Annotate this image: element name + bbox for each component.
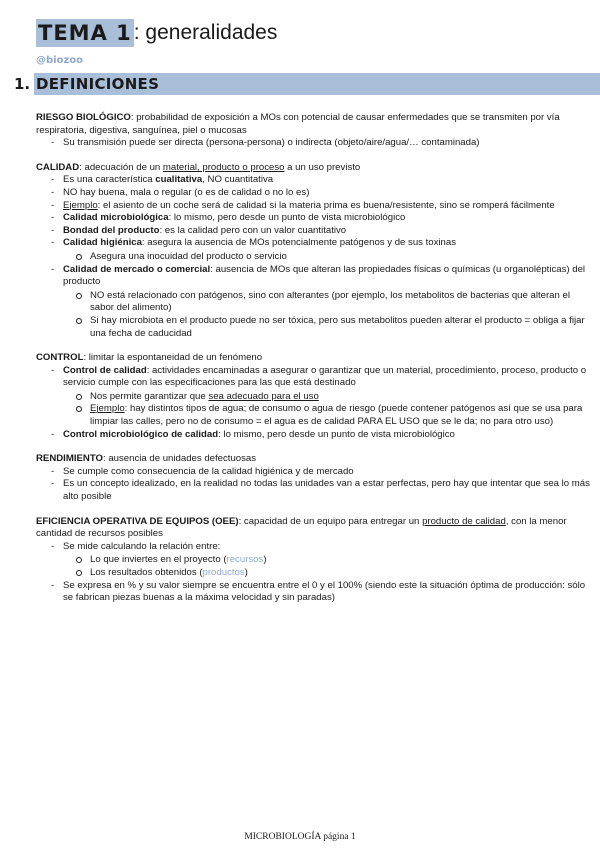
list-item: - Bondad del producto: es la calidad pero con un valor cuantitativo xyxy=(36,225,592,238)
term: CONTROL xyxy=(36,352,84,364)
definition-riesgo-biologico xyxy=(36,112,592,150)
sub-list-item: Si hay microbiota en el producto puede no ser tóxica, pero sus metabolitos pueden alterar el producto = obliga a fijar una fecha de caducidad xyxy=(63,315,592,340)
definition-paragraph: EFICIENCIA OPERATIVA DE EQUIPOS (OEE): capacidad de un equipo para entregar un producto de calidad, con la menor cantidad de recursos posibles xyxy=(36,515,567,540)
list-item: - Calidad de mercado o comercial: ausencia de MOs que alteran las propiedades físicas o químicas (u organolépticas) del producto NO está relacionado con patógenos, sino con alterantes (por ejemplo, los metabolitos de bacterias que alteran el sabor del alimento) Si hay microbiota en el producto puede no ser tóxica, pero sus metabolitos pueden alterar el producto = obliga a fijar una fecha de caducidad xyxy=(36,264,592,341)
list-item: - Es una característica cualitativa, NO cuantitativa xyxy=(36,174,592,187)
section-number: 1. xyxy=(14,75,31,93)
definition-paragraph: RIESGO BIOLÓGICO: probabilidad de exposición a MOs con potencial de causar enfermedades que se transmiten por vía respiratoria, digestiva, sanguínea, piel o mucosas xyxy=(36,112,560,136)
term: EFICIENCIA OPERATIVA DE EQUIPOS (OEE) xyxy=(36,515,239,527)
document-body xyxy=(36,112,592,617)
title-highlight: TEMA 1 xyxy=(38,21,132,45)
sub-list-item: NO está relacionado con patógenos, sino con alterantes (por ejemplo, los metabolitos de bacterias que alteran el sabor del alimento) xyxy=(63,290,592,315)
sub-list-item: Nos permite garantizar que sea adecuado para el uso xyxy=(63,391,592,404)
term: RENDIMIENTO xyxy=(36,453,103,465)
definition-control xyxy=(36,352,592,441)
list-item: - NO hay buena, mala o regular (o es de calidad o no lo es) xyxy=(36,187,592,200)
list-item: - Calidad higiénica: asegura la ausencia de MOs potencialmente patógenos y de sus toxinas Asegura una inocuidad del producto o servicio xyxy=(36,237,592,263)
list-item: - Es un concepto idealizado, en la realidad no todas las unidades van a estar perfectas, pero hay que intentar que sea lo más alto posible xyxy=(36,478,592,503)
definition-paragraph: RENDIMIENTO: ausencia de unidades defectuosas xyxy=(36,453,257,465)
definition-oee xyxy=(36,516,592,605)
term: RIESGO BIOLÓGICO xyxy=(36,112,131,123)
list-item: - Calidad microbiológica: lo mismo, pero desde un punto de vista microbiológico xyxy=(36,212,592,225)
title-rest: : generalidades xyxy=(133,21,278,44)
sub-list-item: Los resultados obtenidos (productos) xyxy=(63,567,592,580)
sub-list-item: Ejemplo: hay distintos tipos de agua; de consumo o agua de riesgo (puede contener patógenos así que se usa para limpiar las calles, pero no de consumo = el agua es de calidad PARA EL USO que se le da; no para otro uso) xyxy=(63,403,592,428)
list-item: - Se mide calculando la relación entre: Lo que inviertes en el proyecto (recursos) Los resultados obtenidos (productos) xyxy=(36,541,592,580)
section-header xyxy=(14,73,600,95)
section-title: DEFINICIONES xyxy=(34,73,600,95)
author-handle: @biozoo xyxy=(36,55,84,66)
list-item: - Ejemplo: el asiento de un coche será de calidad si la materia prima es buena/resistente, sino se romperá fácilmente xyxy=(36,200,592,213)
term: CALIDAD xyxy=(36,161,80,173)
page-footer: MICROBIOLOGÍA página 1 xyxy=(244,832,356,842)
list-item: - Se cumple como consecuencia de la calidad higiénica y de mercado xyxy=(36,466,592,479)
definition-calidad xyxy=(36,162,592,340)
list-item: - Control microbiológico de calidad: lo mismo, pero desde un punto de vista microbiológico xyxy=(36,429,592,442)
definition-paragraph: CONTROL: limitar la espontaneidad de un fenómeno xyxy=(36,352,263,364)
definition-rendimiento xyxy=(36,453,592,503)
list-item: - Control de calidad: actividades encaminadas a asegurar o garantizar que un material, procedimiento, proceso, producto o servicio cumple con las especificaciones para las que está destinado Nos permite garantizar que sea adecuado para el uso Ejemplo: hay distintos tipos de agua; de consumo o agua de riesgo (puede contener patógenos así que se usa para limpiar las calles, pero no de consumo = el agua es de calidad PARA EL USO que se le da; no para otro uso) xyxy=(36,365,592,429)
list-item: - Se expresa en % y su valor siempre se encuentra entre el 0 y el 100% (siendo este la situación óptima de producción: sólo se fabrican piezas buenas a la máxima velocidad y sin paradas) xyxy=(36,580,592,605)
sub-list-item: Lo que inviertes en el proyecto (recursos) xyxy=(63,554,592,567)
definition-paragraph: CALIDAD: adecuación de un material, producto o proceso a un uso previsto xyxy=(36,161,361,173)
page-title xyxy=(36,18,277,48)
sub-list-item: Asegura una inocuidad del producto o servicio xyxy=(63,251,592,264)
list-item: - Su transmisión puede ser directa (persona-persona) o indirecta (objeto/aire/agua/… contaminada) xyxy=(36,137,592,150)
